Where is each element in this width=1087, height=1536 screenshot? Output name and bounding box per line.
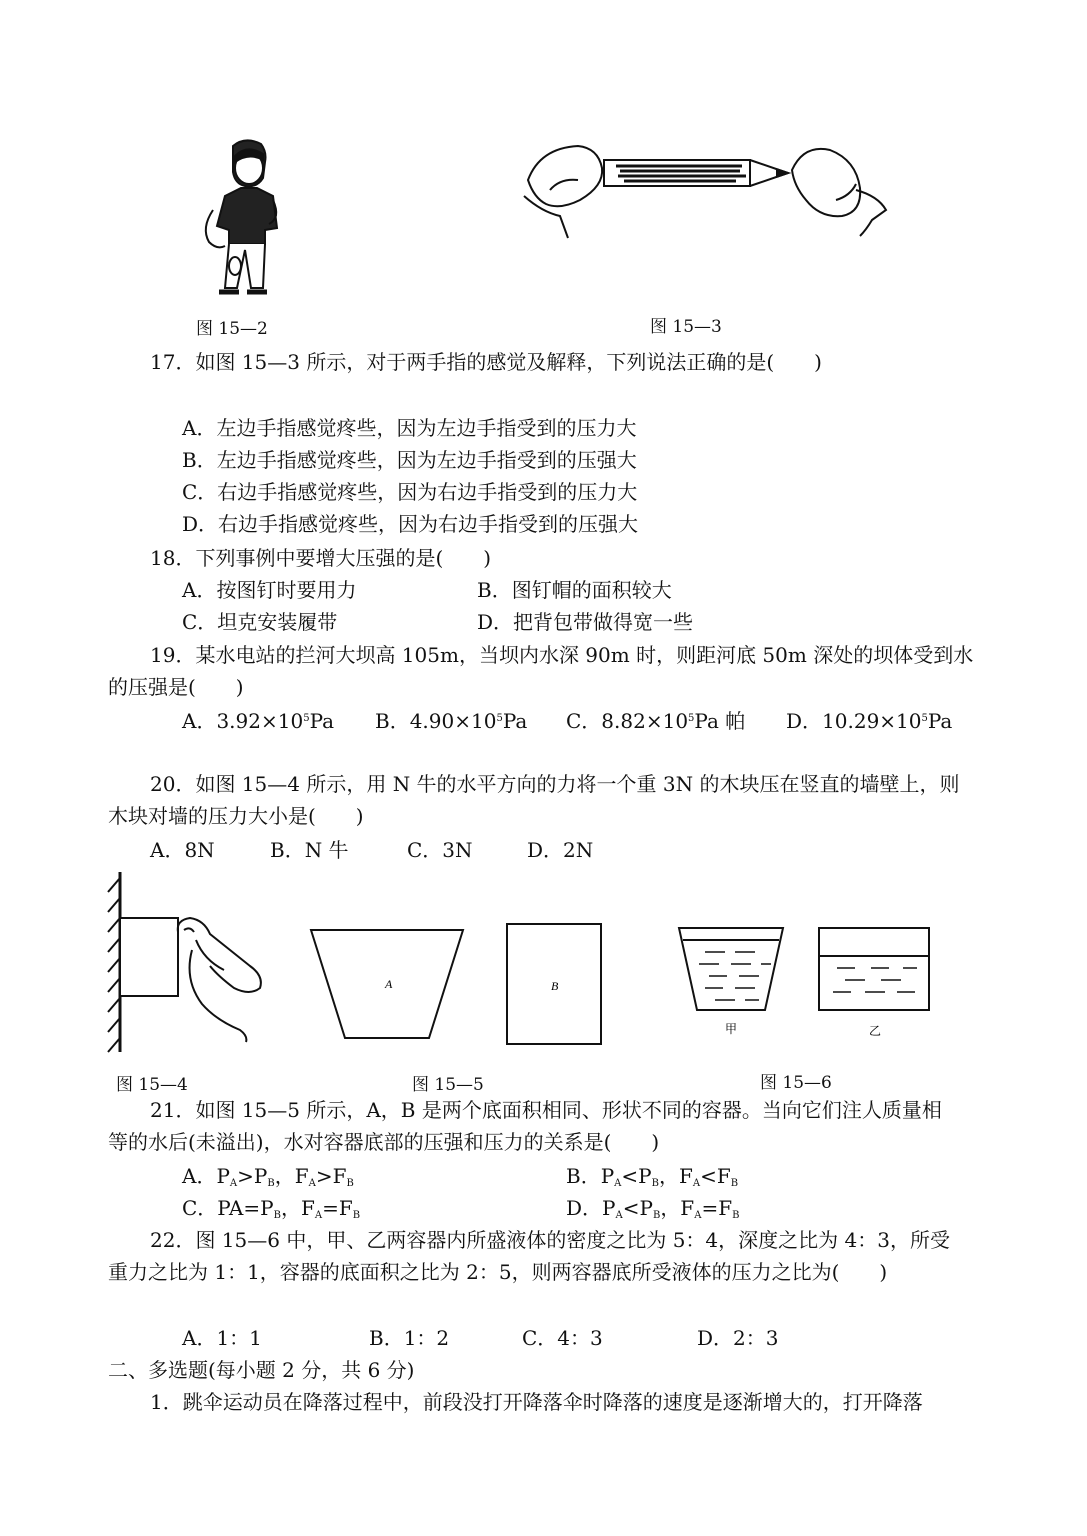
q18-option-a: A．按图钉时要用力 (182, 578, 357, 602)
q22-option-b: B．1：2 (369, 1326, 450, 1350)
section-2-q1-stem: 1．跳伞运动员在降落过程中，前段没打开降落伞时降落的速度是逐渐增大的，打开降落 (150, 1390, 923, 1414)
q21-option-d: D．$P_A<P_B$，$F_A=F_B$ (566, 1196, 740, 1221)
figure-caption-15-3: 图 15—3 (650, 317, 722, 337)
q22-stem-line1: 22．图 15—6 中，甲、乙两容器内所盛液体的密度之比为 5：4，深度之比为 4：3，所受 (150, 1228, 950, 1252)
q21-stem-line1: 21．如图 15—5 所示，A，B 是两个底面积相同、形状不同的容器。当向它们注人质量相 (150, 1098, 942, 1122)
containers-ab-figure (305, 920, 605, 1045)
q20-option-c: C．3N (407, 838, 473, 862)
q22-option-a: A．1：1 (182, 1326, 262, 1350)
section-2-title: 二、多选题(每小题 2 分，共 6 分) (108, 1358, 415, 1382)
container-jia-label: 甲 (725, 1022, 738, 1036)
q19-option-a: A．$3.92\times 10^5Pa$ (182, 709, 335, 733)
q17-stem: 17．如图 15—3 所示，对于两手指的感觉及解释，下列说法正确的是( ) (150, 350, 822, 374)
wall-block-figure (100, 870, 270, 1055)
q19-option-b: B．$4.90\times 10^5Pa$ (375, 709, 528, 733)
q20-option-d: D．2N (527, 838, 594, 862)
q21-option-b: B．$P_A<P_B$，$F_A<F_B$ (566, 1164, 739, 1189)
figure-caption-15-2: 图 15—2 (196, 319, 268, 339)
q17-option-c: C．右边手指感觉疼些，因为右边手指受到的压力大 (182, 480, 638, 504)
q21-stem-line2: 等的水后(未溢出)，水对容器底部的压强和压力的关系是( ) (108, 1130, 660, 1154)
q22-stem-line2: 重力之比为 1：1，容器的底面积之比为 2：5，则两容器底所受液体的压力之比为( ) (108, 1260, 888, 1284)
q19-stem-line2: 的压强是( ) (108, 675, 244, 699)
container-yi-label: 乙 (869, 1024, 882, 1038)
q17-option-b: B．左边手指感觉疼些，因为左边手指受到的压强大 (182, 448, 637, 472)
container-a-label: A (385, 977, 393, 991)
container-b-label: B (551, 979, 559, 993)
q22-option-d: D．2：3 (697, 1326, 779, 1350)
q17-option-a: A．左边手指感觉疼些，因为左边手指受到的压力大 (182, 416, 637, 440)
q18-option-b: B．图钉帽的面积较大 (477, 578, 672, 602)
q21-option-a: A．$P_A>P_B$，$F_A>F_B$ (182, 1164, 354, 1189)
q18-option-d: D．把背包带做得宽一些 (477, 610, 694, 634)
q20-stem-line1: 20．如图 15—4 所示，用 N 牛的水平方向的力将一个重 3N 的木块压在竖直的墙壁上，则 (150, 772, 960, 796)
q20-option-b: B．N 牛 (270, 838, 349, 862)
figure-caption-15-6: 图 15—6 (760, 1073, 832, 1093)
q20-stem-line2: 木块对墙的压力大小是( ) (108, 804, 364, 828)
q22-option-c: C．4：3 (522, 1326, 603, 1350)
q19-option-c: C．$8.82\times 10^5Pa$ 帕 (566, 709, 746, 733)
figure-caption-15-4: 图 15—4 (116, 1075, 188, 1095)
figure-caption-15-5: 图 15—5 (412, 1075, 484, 1095)
q21-option-c: C．$PA=P_B$，$F_A=F_B$ (182, 1196, 361, 1221)
containers-jia-yi-figure (675, 922, 935, 1042)
pencil-fingers-figure (520, 140, 892, 240)
q19-stem-line1: 19．某水电站的拦河大坝高 105m，当坝内水深 90m 时，则距河底 50m 深处的坝体受到水 (150, 643, 974, 667)
q18-stem: 18．下列事例中要增大压强的是( ) (150, 546, 492, 570)
q19-option-d: D．$10.29\times 10^5Pa$ (786, 709, 953, 733)
q18-option-c: C．坦克安装履带 (182, 610, 338, 634)
q20-option-a: A．8N (150, 838, 215, 862)
q17-option-d: D．右边手指感觉疼些，因为右边手指受到的压强大 (182, 512, 639, 536)
boy-figure (195, 138, 295, 303)
